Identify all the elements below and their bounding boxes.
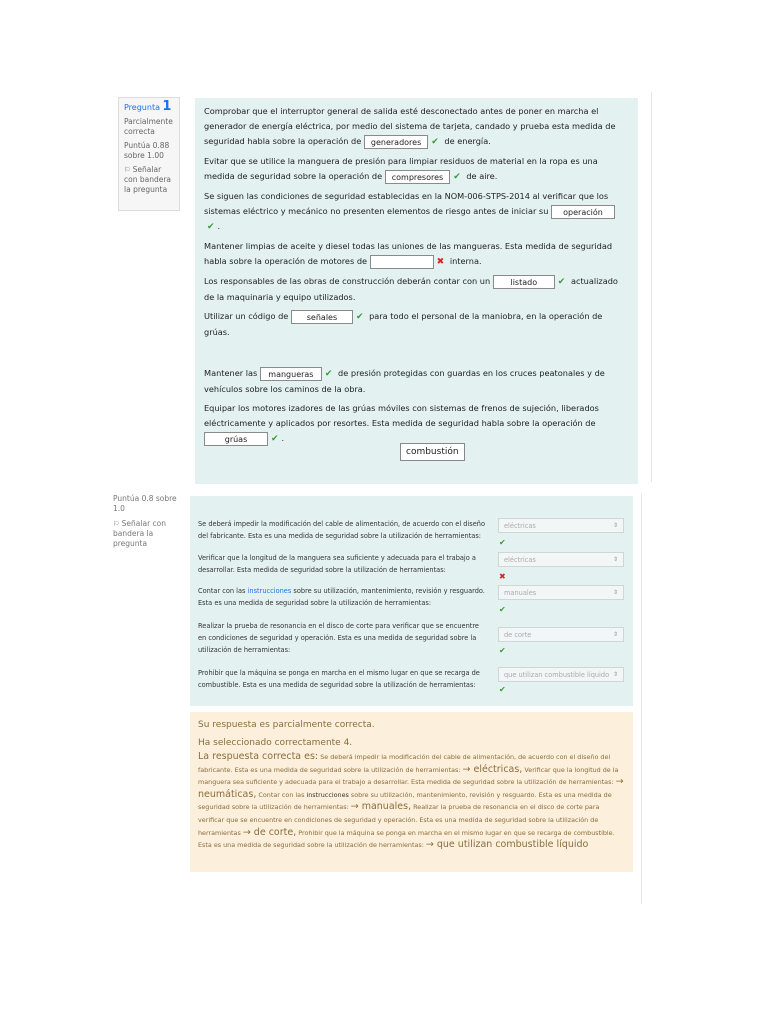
check-icon: ✔ bbox=[499, 646, 506, 655]
answer-select[interactable] bbox=[498, 627, 624, 642]
flag-icon: ⚐ bbox=[124, 166, 131, 174]
select-value: eléctricas bbox=[504, 556, 536, 564]
column-divider bbox=[651, 92, 652, 482]
feedback-subheading: Ha seleccionado correctamente 4. bbox=[198, 738, 353, 748]
answer-drop-zone[interactable]: listado bbox=[493, 275, 555, 289]
select-caret-icon: ⇕ bbox=[612, 671, 618, 678]
flag-question-link[interactable] bbox=[124, 165, 174, 195]
statement-text: Mantener las bbox=[204, 368, 258, 378]
feedback-link: instrucciones bbox=[306, 790, 349, 799]
select-caret-icon: ⇕ bbox=[612, 556, 618, 563]
question-number: 1 bbox=[162, 99, 172, 114]
statement-text: Los responsables de las obras de construcción deberán contar con un bbox=[204, 276, 491, 286]
feedback-statement: Verificar que la longitud de la manguera sea suficiente y adecuada para el trabajo a desarrollar. Esta medida de seguridad sobre la utilización de herramientas: bbox=[198, 765, 619, 787]
feedback-statement: Contar con las bbox=[258, 790, 305, 799]
statement-text: de aire. bbox=[466, 171, 498, 181]
statement-text: Comprobar que el interruptor general de salida esté desconectado antes de poner en marcha el generador de energía eléctrica, por medio del sistema de tarjeta, candado y prueba esta medida de seguridad habla sobre la operación de bbox=[204, 106, 616, 146]
question-score: Puntúa 0.88 sobre 1.00 bbox=[124, 141, 170, 160]
check-icon: ✔ bbox=[499, 685, 506, 694]
statement-text: actualizado de la maquinaria y equipo utilizados. bbox=[204, 276, 618, 302]
cross-icon: ✖ bbox=[436, 257, 445, 267]
answer-drop-zone[interactable]: mangueras bbox=[260, 367, 322, 381]
answer-drop-zone[interactable]: operación bbox=[551, 205, 615, 219]
question-status: Parcialmente correcta bbox=[124, 117, 173, 136]
feedback-answer: → que utilizan combustible líquido bbox=[425, 839, 589, 851]
question-2-info bbox=[113, 494, 181, 554]
flag-icon: ⚐ bbox=[113, 520, 120, 528]
answer-drop-zone-empty[interactable] bbox=[370, 255, 434, 269]
instructions-link[interactable]: instrucciones bbox=[247, 587, 292, 595]
flag-question-link[interactable] bbox=[113, 519, 181, 549]
answer-select[interactable] bbox=[498, 667, 624, 682]
statement-text: interna. bbox=[449, 256, 482, 266]
statement-6 bbox=[204, 309, 629, 340]
answer-drop-zone[interactable]: generadores bbox=[364, 135, 428, 149]
match-prompt: Verificar que la longitud de la manguera sea suficiente y adecuada para el trabajo a desarrollar. Esta medida de seguridad sobre la utilización de herramientas: bbox=[198, 554, 476, 574]
feedback-lead: La respuesta correcta es: bbox=[198, 751, 319, 762]
statement-7 bbox=[204, 366, 629, 397]
match-prompt: Realizar la prueba de resonancia en el disco de corte para verificar que se encuentre en condiciones de seguridad y operación. Esta es una medida de seguridad sobre la utilización de herramientas: bbox=[198, 622, 479, 654]
feedback-heading: Su respuesta es parcialmente correcta. bbox=[198, 720, 375, 730]
select-caret-icon: ⇕ bbox=[612, 522, 618, 529]
select-caret-icon: ⇕ bbox=[612, 631, 618, 638]
feedback-statement: Se deberá impedir la modificación del cable de alimentación, de acuerdo con el diseño del fabricante. Esta es una medida de seguridad sobre la utilización de herramientas: bbox=[198, 753, 611, 774]
column-divider bbox=[641, 494, 642, 904]
check-icon: ✔ bbox=[271, 434, 279, 444]
feedback-statement: sobre su utilización, mantenimiento, revisión y resguardo. Esta es una medida de seguridad sobre la utilización de herramientas: bbox=[198, 790, 612, 812]
cross-icon: ✖ bbox=[499, 572, 506, 581]
answer-drop-zone[interactable]: grúas bbox=[204, 432, 268, 446]
feedback-panel bbox=[190, 712, 633, 872]
match-prompt: Prohibir que la máquina se ponga en marcha en el mismo lugar en que se recarga de combustible. Esta es una medida de seguridad sobre la utilización de herramientas: bbox=[198, 669, 480, 689]
statement-1 bbox=[204, 104, 629, 150]
select-caret-icon: ⇕ bbox=[612, 589, 618, 596]
correct-answer-text bbox=[198, 751, 625, 852]
flag-label: Señalar con bandera la pregunta bbox=[113, 519, 167, 548]
answer-drop-zone[interactable]: señales bbox=[291, 310, 353, 324]
statement-text: Equipar los motores izadores de las grúas móviles con sistemas de frenos de sujeción, liberados eléctricamente y aplicados por resortes. Esta medida de seguridad habla sobre la operación de bbox=[204, 403, 599, 428]
check-icon: ✔ bbox=[453, 172, 461, 182]
select-value: eléctricas bbox=[504, 522, 536, 530]
drag-option-combustion[interactable]: combustión bbox=[400, 443, 465, 461]
answer-select[interactable] bbox=[498, 518, 624, 533]
statement-5 bbox=[204, 274, 629, 305]
statement-text: de presión protegidas con guardas en los cruces peatonales y de vehículos sobre los caminos de la obra. bbox=[204, 368, 605, 394]
prompt-text: sobre su utilización, mantenimiento, revisión y resguardo. Esta es una medida de seguridad sobre la utilización de herramientas: bbox=[198, 587, 485, 607]
feedback-answer: → de corte, bbox=[242, 826, 297, 838]
select-value: de corte bbox=[504, 631, 532, 639]
statement-text: Utilizar un código de bbox=[204, 311, 289, 321]
select-value: manuales bbox=[504, 589, 537, 597]
statement-8 bbox=[204, 401, 629, 447]
statement-4 bbox=[204, 239, 629, 270]
question-1-content bbox=[195, 98, 638, 484]
check-icon: ✔ bbox=[324, 369, 333, 379]
statement-text: de energía. bbox=[444, 136, 491, 146]
statement-text: Evitar que se utilice la manguera de presión para limpiar residuos de material en la ropa es una medida de seguridad sobre la operación de bbox=[204, 156, 598, 181]
feedback-statement: Prohibir que la máquina se ponga en marcha en el mismo lugar en que se recarga de combustible. Esta es una medida de seguridad sobre la utilización de herramientas: bbox=[198, 828, 615, 850]
answer-drop-zone[interactable]: compresores bbox=[385, 170, 450, 184]
question-heading bbox=[124, 99, 174, 114]
check-icon: ✔ bbox=[431, 137, 439, 147]
question-label: Pregunta bbox=[124, 103, 160, 112]
statement-text: Se siguen las condiciones de seguridad establecidas en la NOM-006-STPS-2014 al verificar que los sistemas eléctrico y mecánico no presenten elementos de riesgo antes de iniciar su bbox=[204, 191, 609, 216]
answer-select[interactable] bbox=[498, 552, 624, 567]
check-icon: ✔ bbox=[557, 277, 566, 287]
feedback-answer: → neumáticas, bbox=[198, 776, 624, 800]
statement-text: . bbox=[217, 221, 221, 231]
select-value: que utilizan combustible líquido bbox=[504, 671, 610, 679]
check-icon: ✔ bbox=[207, 222, 215, 232]
statement-text: . bbox=[281, 433, 285, 443]
check-icon: ✔ bbox=[355, 312, 364, 322]
feedback-statement: Realizar la prueba de resonancia en el disco de corte para verificar que se encuentre en condiciones de seguridad y operación. Esta es una medida de seguridad sobre la utilización de herramientas bbox=[198, 803, 600, 837]
statement-3 bbox=[204, 189, 629, 235]
statement-2 bbox=[204, 154, 629, 185]
check-icon: ✔ bbox=[499, 538, 506, 547]
statement-text: Mantener limpias de aceite y diesel todas las uniones de las mangueras. Esta medida de seguridad habla sobre la operación de motores de bbox=[204, 241, 613, 266]
feedback-answer: → eléctricas, bbox=[462, 763, 523, 775]
question-score: Puntúa 0.8 sobre 1.0 bbox=[113, 494, 177, 513]
question-1-info bbox=[118, 97, 180, 211]
prompt-text: Contar con las bbox=[198, 587, 248, 595]
check-icon: ✔ bbox=[499, 605, 506, 614]
match-prompt bbox=[198, 585, 488, 609]
answer-select[interactable] bbox=[498, 585, 624, 600]
feedback-answer: → manuales, bbox=[350, 801, 412, 813]
match-prompt: Se deberá impedir la modificación del cable de alimentación, de acuerdo con el diseño del fabricante. Esta es una medida de seguridad sobre la utilización de herramientas: bbox=[198, 520, 486, 540]
statement-text: para todo el personal de la maniobra, en la operación de grúas. bbox=[204, 311, 603, 337]
flag-label: Señalar con bandera la pregunta bbox=[124, 165, 172, 194]
question-2-content bbox=[190, 496, 633, 706]
